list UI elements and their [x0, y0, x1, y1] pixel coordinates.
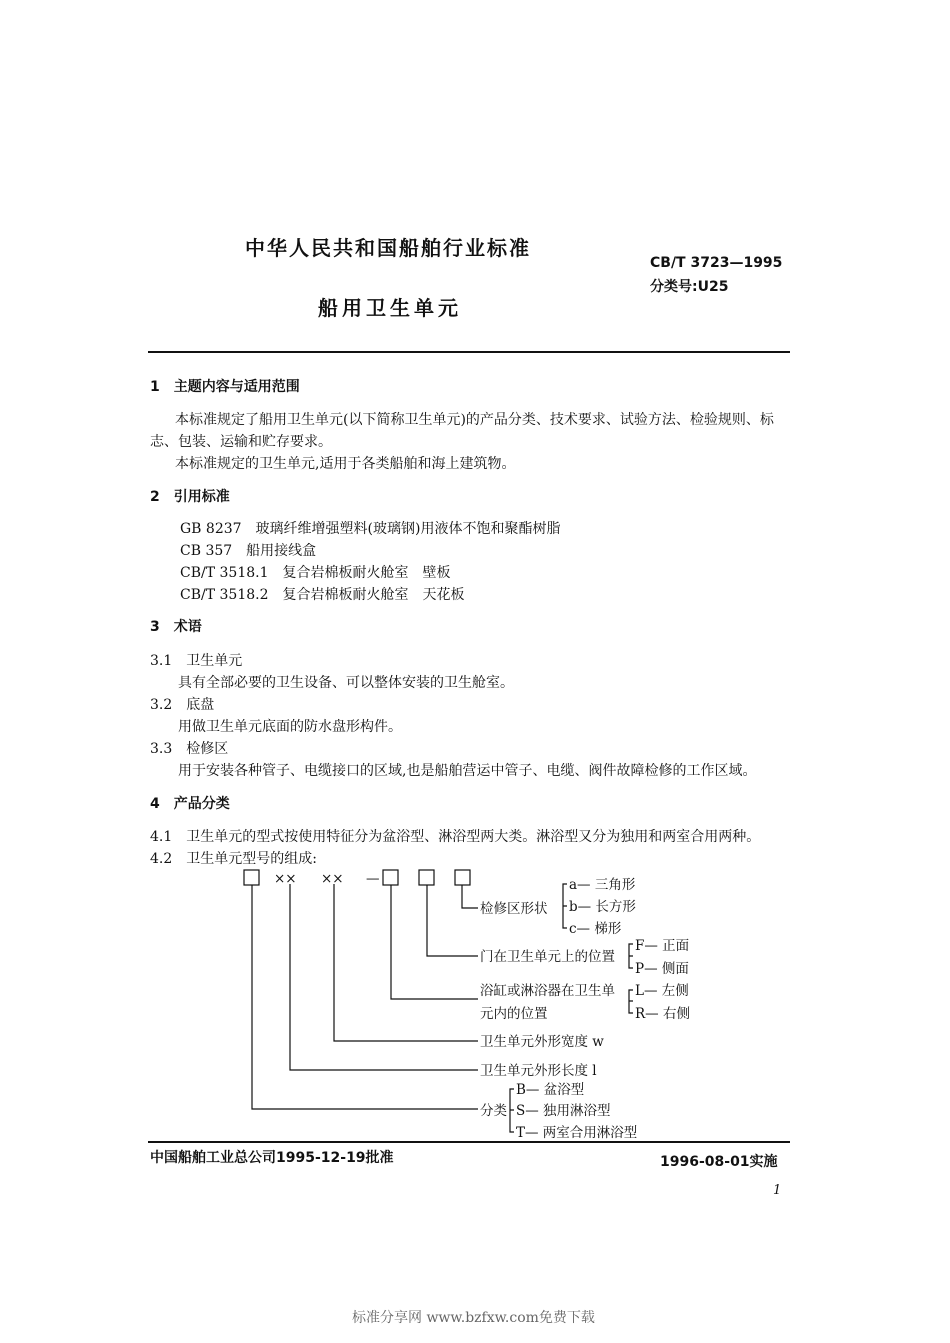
door-label: 门在卫生单元上的位置 [480, 949, 615, 965]
term-3-3-heading: 3.3 检修区 [150, 741, 229, 757]
inspection-option-a: a— 三角形 [569, 877, 636, 893]
term-3-2-heading: 3.2 底盘 [150, 697, 215, 713]
width-code: ×× [321, 871, 344, 887]
length-label: 卫生单元外形长度 l [480, 1063, 597, 1079]
door-position-box [419, 870, 434, 885]
door-brace [629, 944, 633, 968]
inspection-option-c: c— 梯形 [569, 921, 622, 937]
section-4-heading: 4 产品分类 [150, 796, 230, 812]
reference-item: CB/T 3518.2 复合岩棉板耐火舱室 天花板 [180, 587, 465, 603]
section-1-heading: 1 主题内容与适用范围 [150, 379, 300, 395]
classification-number: 分类号:U25 [650, 279, 729, 295]
length-code: ×× [274, 871, 297, 887]
classification-leader-line [252, 885, 478, 1109]
term-3-1-definition: 具有全部必要的卫生设备、可以整体安装的卫生舱室。 [178, 675, 514, 691]
bath-brace [629, 990, 633, 1013]
reference-item: CB/T 3518.1 复合岩棉板耐火舱室 壁板 [180, 565, 451, 581]
bath-label-line-1: 浴缸或淋浴器在卫生单 [480, 983, 615, 999]
classification-option-b: B— 盆浴型 [516, 1082, 585, 1098]
term-3-3-definition: 用于安装各种管子、电缆接口的区域,也是船舶营运中管子、电缆、阀件故障检修的工作区域。 [178, 763, 757, 779]
bath-leader-line [391, 885, 478, 999]
section-1-paragraph-1-line-1: 本标准规定了船用卫生单元(以下简称卫生单元)的产品分类、技术要求、试验方法、检验规则、标 [175, 412, 774, 428]
inspection-shape-box [455, 870, 470, 885]
bath-label-line-2: 元内的位置 [480, 1006, 548, 1022]
inspection-leader-line [462, 885, 478, 908]
footer-rule [148, 1141, 790, 1143]
width-label: 卫生单元外形宽度 w [480, 1034, 604, 1050]
clause-4-2: 4.2 卫生单元型号的组成: [150, 851, 317, 867]
document-title: 船用卫生单元 [318, 296, 462, 320]
door-option-f: F— 正面 [635, 938, 690, 954]
bath-option-r: R— 右侧 [635, 1006, 690, 1022]
door-leader-line [427, 885, 478, 956]
clause-4-1: 4.1 卫生单元的型式按使用特征分为盆浴型、淋浴型两大类。淋浴型又分为独用和两室合用两种。 [150, 829, 761, 845]
classification-option-s: S— 独用淋浴型 [516, 1103, 611, 1119]
reference-item: CB 357 船用接线盒 [180, 543, 317, 559]
classification-brace [510, 1089, 514, 1132]
section-1-paragraph-2: 本标准规定的卫生单元,适用于各类船舶和海上建筑物。 [175, 456, 516, 472]
inspection-label: 检修区形状 [480, 901, 548, 917]
bath-option-l: L— 左侧 [635, 983, 689, 999]
section-1-paragraph-1-line-2: 志、包装、运输和贮存要求。 [150, 434, 332, 450]
bath-position-box [383, 870, 398, 885]
classification-option-t: T— 两室合用淋浴型 [516, 1125, 638, 1141]
section-3-heading: 3 术语 [150, 619, 202, 635]
code-dash: — [366, 871, 380, 887]
approval-line: 中国船舶工业总公司1995-12-19批准 [150, 1150, 394, 1166]
reference-item: GB 8237 玻璃纤维增强塑料(玻璃钢)用液体不饱和聚酯树脂 [180, 521, 561, 537]
term-3-1-heading: 3.1 卫生单元 [150, 653, 243, 669]
inspection-brace [563, 884, 567, 928]
classification-label: 分类 [480, 1103, 507, 1119]
page-number: 1 [773, 1183, 782, 1198]
length-leader-line [290, 884, 478, 1070]
door-option-p: P— 侧面 [635, 961, 689, 977]
inspection-option-b: b— 长方形 [569, 899, 636, 915]
classification-box [244, 870, 259, 885]
term-3-2-definition: 用做卫生单元底面的防水盘形构件。 [178, 719, 402, 735]
watermark-text: 标准分享网 www.bzfxw.com免费下载 [352, 1310, 595, 1326]
section-2-heading: 2 引用标准 [150, 489, 230, 505]
standard-number: CB/T 3723—1995 [650, 255, 783, 271]
width-leader-line [334, 884, 478, 1041]
org-title: 中华人民共和国船舶行业标准 [245, 236, 531, 260]
implementation-date: 1996-08-01实施 [660, 1154, 778, 1170]
